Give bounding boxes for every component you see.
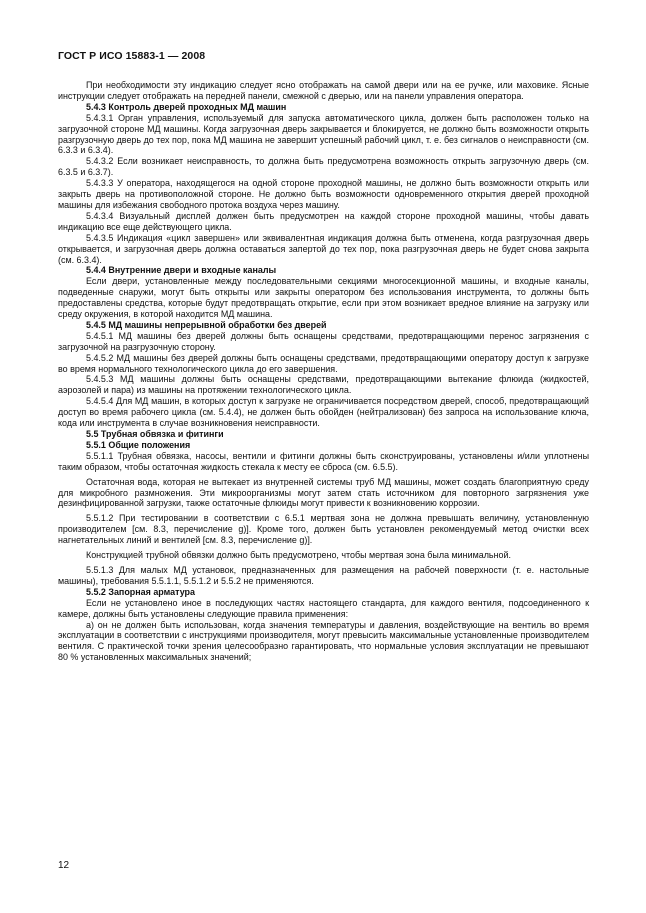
section-heading: 5.5.2 Запорная арматура — [86, 586, 195, 597]
paragraph: 5.5.1.2 При тестировании в соответствии с 6.5.1 мертвая зона не должна превышать величину, установленную производителем [см. 8.3, перечисление g)]. Кроме того, должен быть установлен рекомендуемый метод очистки всех нагнетательных линий и вентилей [см. 8.3, перечисление g)]. — [58, 513, 589, 546]
paragraph: 5.4.3.4 Визуальный дисплей должен быть предусмотрен на каждой стороне проходной машины, чтобы давать индикацию все еще действующего цикла. — [58, 210, 589, 232]
paragraph: 5.4.5.1 МД машины без дверей должны быть оснащены средствами, предотвращающими перенос загрязнения с загрузочной на разгрузочную сторону. — [58, 330, 589, 352]
section-heading: 5.4.3 Контроль дверей проходных МД машин — [86, 101, 287, 112]
paragraph: Если не установлено иное в последующих частях настоящего стандарта, для каждого вентиля, подсоединенного к камере, должны быть установлены следующие правила применения: — [58, 597, 589, 619]
section-heading: 5.5.1 Общие положения — [86, 439, 191, 450]
paragraph: 5.4.5.3 МД машины должны быть оснащены средствами, предотвращающими вытекание флюида (жидкостей, аэрозолей и пара) из машины на протяжении технологического цикла. — [58, 374, 589, 396]
paragraph: 5.4.5.4 Для МД машин, в которых доступ к загрузке не ограничивается посредством дверей, способ, предотвращающий доступ во время рабочего цикла (см. 5.4.4), не должен быть обойден (нейтрализован) без запроса на использование ключа, кода или инструмента в случае возникновения неисправности. — [58, 396, 589, 429]
paragraph: 5.5.1.3 Для малых МД установок, предназначенных для размещения на рабочей поверхности (т. е. настольные машины), требования 5.5.1.1, 5.5.1.2 и 5.5.2 не применяются. — [58, 564, 589, 586]
paragraph: 5.4.3.5 Индикация «цикл завершен» или эквивалентная индикация должна быть отменена, когда разгрузочная дверь открывается, и загрузочная дверь должна оставаться запертой до тех пор, пока разгрузочная дверь не будет снова закрыта (см. 6.3.4). — [58, 232, 589, 265]
paragraph: 5.4.3.1 Орган управления, используемый для запуска автоматического цикла, должен быть расположен только на загрузочной стороне МД машины. Когда загрузочная дверь закрывается и блокируется, не должно быть возможности открыть разгрузочную дверь до тех пор, пока МД машина не завершит успешный рабочий цикл, т. е. без сигналов о неисправности (см. 6.3.3 и 6.3.4). — [58, 112, 589, 156]
paragraph: 5.4.3.3 У оператора, находящегося на одной стороне проходной машины, не должно быть возможности открыть или закрыть дверь на противоположной стороне. Не должно быть возможности одновременного открытия дверей проходной машины для избежания свободного протока воздуха через машину. — [58, 178, 589, 210]
paragraph: Если двери, установленные между последовательными секциями многосекционной машины, и входные каналы, подведенные снаружи, могут быть открыты или закрыты оператором без использования инструмента, то должны быть предоставлены средства, которые будут предотвращать открытие, если при этом возникает вредное влияние на загрузку или среду окружения, в которой находится МД машина. — [58, 276, 589, 320]
section-heading: 5.5 Трубная обвязка и фитинги — [86, 429, 224, 439]
list-item: а) он не должен быть использован, когда значения температуры и давления, воздействующие на вентиль во время эксплуатации в соответствии с инструкциями производителя, могут превысить максимальные установленные производителем вентиля. С практической точки зрения целесообразно гарантировать, что нормальные условия эксплуатации не превышают 80 % установленных максимальных значений; — [58, 619, 589, 663]
paragraph: 5.4.5.2 МД машины без дверей должны быть оснащены средствами, предотвращающими оператору доступ к загрузке во время нормального технологического цикла до его завершения. — [58, 352, 589, 374]
document-body — [58, 80, 589, 663]
paragraph: При необходимости эту индикацию следует ясно отображать на самой двери или на ее ручке, или маховике. Ясные инструкции следует отображать на передней панели, смежной с дверью, или на панели управления оператора. — [58, 80, 589, 101]
paragraph: Остаточная вода, которая не вытекает из внутренней системы труб МД машины, может создать благоприятную среду для микробного размножения. Эти микроорганизмы могут затем стать источником для повторного загрязнения уже дезинфицированной загрузки, также остаточные флюиды могут привести к возникновению коррозии. — [58, 476, 589, 509]
section-heading: 5.4.5 МД машины непрерывной обработки без дверей — [86, 319, 327, 330]
page-number: 12 — [58, 860, 70, 871]
section-heading: 5.4.4 Внутренние двери и входные каналы — [86, 265, 277, 276]
paragraph: 5.5.1.1 Трубная обвязка, насосы, вентили и фитинги должны быть сконструированы, установлены и/или уплотнены таким образом, чтобы остаточная жидкость стекала к месту ее сброса (см. 6.5.5). — [58, 450, 589, 472]
document-header: ГОСТ Р ИСО 15883-1 — 2008 — [58, 50, 206, 62]
paragraph: Конструкцией трубной обвязки должно быть предусмотрено, чтобы мертвая зона была минимальной. — [86, 550, 511, 561]
paragraph: 5.4.3.2 Если возникает неисправность, то должна быть предусмотрена возможность открыть загрузочную дверь (см. 6.3.5 и 6.3.7). — [58, 156, 589, 178]
